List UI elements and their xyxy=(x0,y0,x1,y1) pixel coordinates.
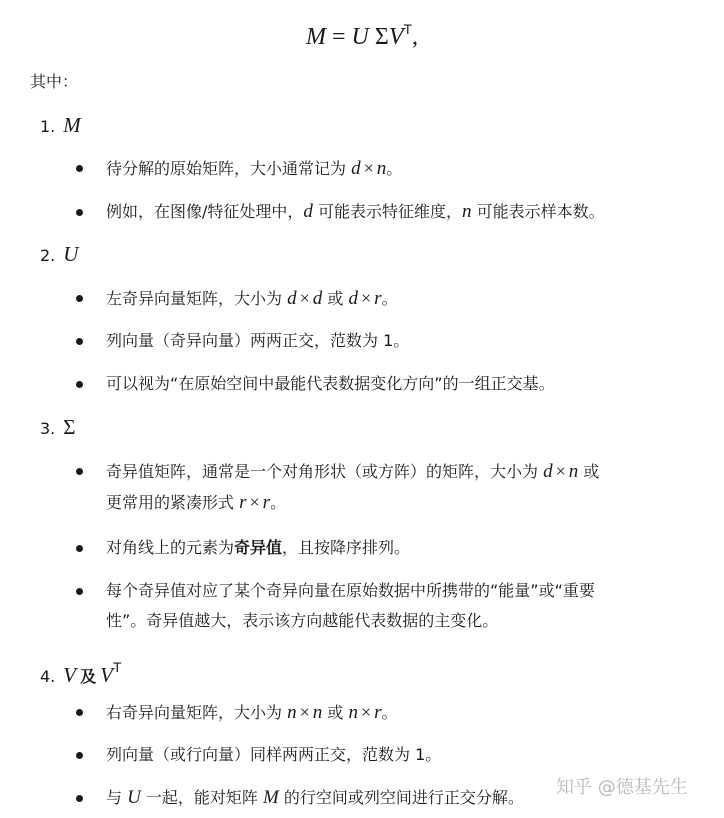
formula-v: V xyxy=(388,24,404,50)
item-text: 列向量（奇异向量）两两正交，范数为 1。 xyxy=(106,331,410,350)
bullet-icon xyxy=(76,588,83,595)
formula-sigma: Σ xyxy=(374,24,389,50)
item-text: 与 U 一起，能对矩阵 M 的行空间或列空间进行正交分解。 xyxy=(106,787,524,808)
list-item xyxy=(76,283,706,314)
bullet-icon xyxy=(76,752,83,759)
formula-u: U xyxy=(351,24,369,50)
list-item xyxy=(76,697,706,728)
section-symbol-vt: V xyxy=(100,663,113,687)
section-1-heading xyxy=(40,111,81,141)
section-number: 2. xyxy=(40,246,56,265)
list-item xyxy=(76,153,706,184)
bullet-icon xyxy=(76,795,83,802)
list-item xyxy=(76,197,706,227)
item-text: 可以视为“在原始空间中最能代表数据变化方向”的一组正交基。 xyxy=(106,374,555,393)
formula-m: M xyxy=(305,24,326,50)
list-item xyxy=(76,456,706,518)
formula-equals: = xyxy=(331,24,346,50)
list-item xyxy=(76,533,706,563)
section-and-text: 及 xyxy=(80,667,97,686)
bullet-icon xyxy=(76,545,83,552)
list-item xyxy=(76,740,706,770)
bullet-icon xyxy=(76,468,83,475)
list-item xyxy=(76,326,706,356)
bullet-icon xyxy=(76,381,83,388)
section-symbol-v: V xyxy=(63,663,77,687)
item-text: 例如，在图像/特征处理中，d 可能表示特征维度，n 可能表示样本数。 xyxy=(106,201,605,222)
item-text: 左奇异向量矩阵，大小为 d × d 或 d × r。 xyxy=(106,288,398,309)
intro-text: 其中： xyxy=(30,72,79,91)
item-text: 列向量（或行向量）同样两两正交，范数为 1。 xyxy=(106,745,442,764)
list-item xyxy=(76,576,706,636)
item-text: 对角线上的元素为奇异值，且按降序排列。 xyxy=(106,538,411,557)
emphasis-singular-values: 奇异值 xyxy=(234,538,283,557)
section-number: 3. xyxy=(40,419,56,438)
bullet-icon xyxy=(76,709,83,716)
svd-formula xyxy=(0,12,724,54)
zhihu-watermark: 知乎 @德基先生 xyxy=(556,777,688,798)
section-number: 1. xyxy=(40,117,56,136)
section-2-heading xyxy=(40,240,78,270)
section-symbol: U xyxy=(63,242,79,266)
item-text: 奇异值矩阵，通常是一个对角形状（或方阵）的矩阵，大小为 d × n 或 更常用的紧凑形式 r × r。 xyxy=(106,461,600,513)
section-symbol: M xyxy=(63,113,81,137)
bullet-icon xyxy=(76,338,83,345)
formula-comma: , xyxy=(412,24,419,50)
section-symbol: Σ xyxy=(63,415,76,439)
section-3-heading xyxy=(40,413,76,443)
section-transpose: T xyxy=(112,659,122,675)
bullet-icon xyxy=(76,295,83,302)
item-text: 每个奇异值对应了某个奇异向量在原始数据中所携带的“能量”或“重要 性”。奇异值越大，表示该方向越能代表数据的主变化。 xyxy=(106,581,595,630)
bullet-icon xyxy=(76,209,83,216)
bullet-icon xyxy=(76,165,83,172)
section-4-heading xyxy=(40,653,122,691)
item-text: 待分解的原始矩阵，大小通常记为 d × n。 xyxy=(106,158,403,179)
section-number: 4. xyxy=(40,667,56,686)
item-text: 右奇异向量矩阵，大小为 n × n 或 n × r。 xyxy=(106,702,398,723)
formula-transpose: T xyxy=(403,21,413,37)
list-item xyxy=(76,369,706,399)
